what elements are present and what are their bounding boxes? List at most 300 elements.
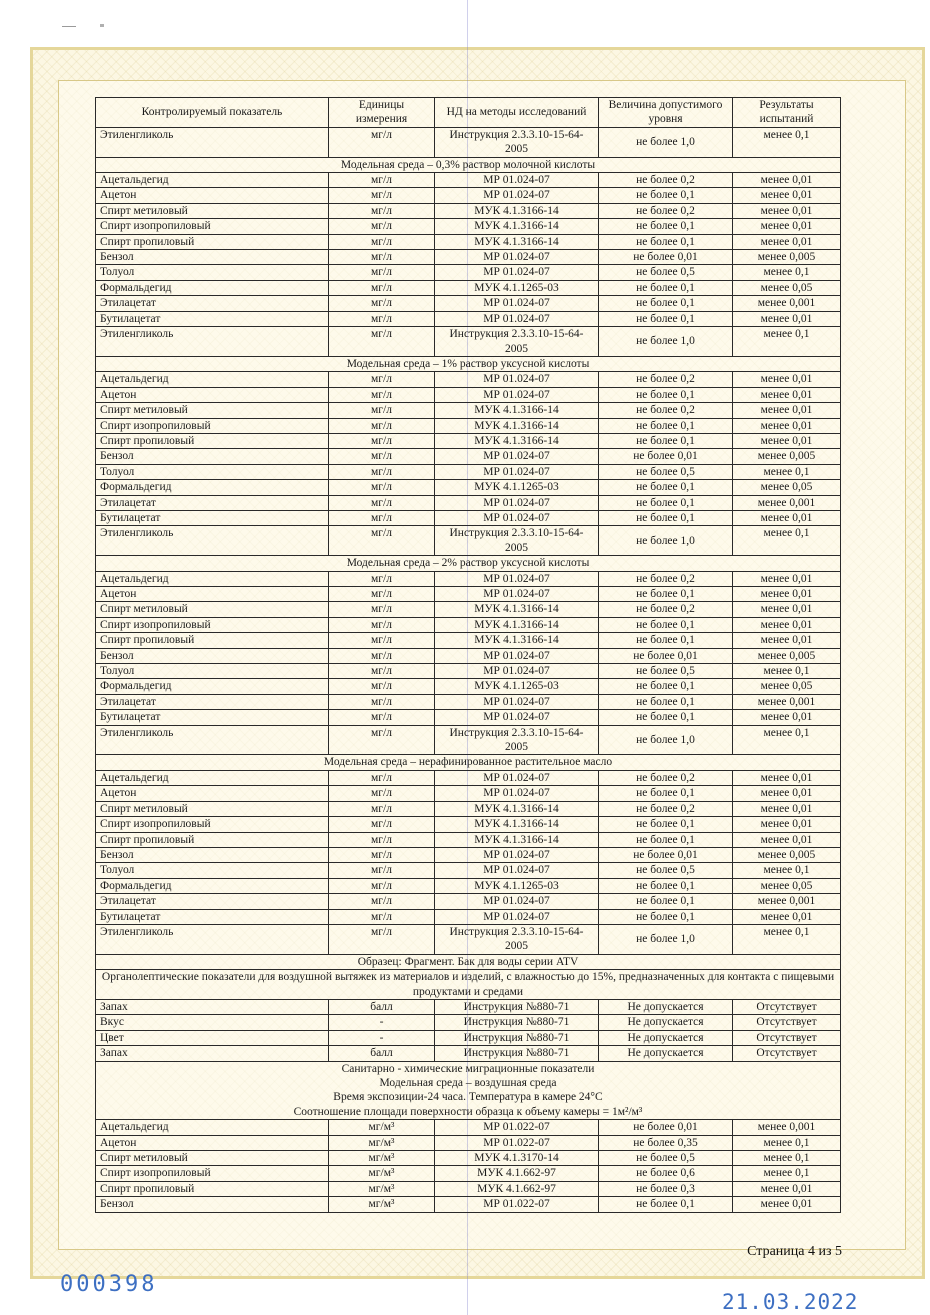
indicator-cell: Ацетальдегид [96, 1120, 329, 1135]
unit-cell: мг/л [329, 510, 435, 525]
unit-cell: мг/л [329, 265, 435, 280]
result-cell: менее 0,005 [733, 250, 841, 265]
result-cell: менее 0,001 [733, 1120, 841, 1135]
table-row [96, 265, 841, 280]
limit-cell: не более 0,01 [599, 250, 733, 265]
limit-cell: не более 0,1 [599, 617, 733, 632]
result-cell: менее 0,005 [733, 449, 841, 464]
header-result: Результаты испытаний [733, 98, 841, 128]
indicator-cell: Толуол [96, 863, 329, 878]
limit-cell: не более 0,1 [599, 878, 733, 893]
method-cell: МУК 4.1.1265-03 [435, 878, 599, 893]
indicator-cell: Спирт изопропиловый [96, 1166, 329, 1181]
method-cell: МР 01.024-07 [435, 648, 599, 663]
section-header [96, 157, 841, 172]
header-indicator: Контролируемый показатель [96, 98, 329, 128]
indicator-cell: Бутилацетат [96, 311, 329, 326]
method-cell: МР 01.024-07 [435, 387, 599, 402]
indicator-cell: Спирт изопропиловый [96, 617, 329, 632]
result-cell: менее 0,01 [733, 510, 841, 525]
registration-number-stamp: 000398 [60, 1272, 158, 1297]
result-cell: менее 0,01 [733, 387, 841, 402]
limit-cell: не более 0,6 [599, 1166, 733, 1181]
indicator-cell: Цвет [96, 1030, 329, 1045]
result-cell: менее 0,001 [733, 694, 841, 709]
limit-cell: не более 0,5 [599, 1151, 733, 1166]
limit-cell: не более 1,0 [599, 127, 733, 157]
indicator-cell: Этилацетат [96, 894, 329, 909]
indicator-cell: Этиленгликоль [96, 127, 329, 157]
result-cell: Отсутствует [733, 1015, 841, 1030]
table-row [96, 847, 841, 862]
limit-cell: не более 0,1 [599, 710, 733, 725]
section-header [96, 356, 841, 371]
result-cell: менее 0,05 [733, 878, 841, 893]
method-cell: МУК 4.1.3166-14 [435, 633, 599, 648]
indicator-cell: Бензол [96, 847, 329, 862]
unit-cell: мг/л [329, 449, 435, 464]
result-cell: менее 0,1 [733, 1151, 841, 1166]
unit-cell: мг/л [329, 433, 435, 448]
unit-cell: мг/л [329, 894, 435, 909]
indicator-cell: Запах [96, 999, 329, 1014]
unit-cell: мг/л [329, 203, 435, 218]
unit-cell: мг/л [329, 770, 435, 785]
limit-cell: не более 0,1 [599, 832, 733, 847]
limit-cell: не более 0,01 [599, 648, 733, 663]
result-cell: менее 0,005 [733, 847, 841, 862]
table-row [96, 894, 841, 909]
method-cell: МР 01.024-07 [435, 265, 599, 280]
table-row [96, 1197, 841, 1212]
table-row [96, 1120, 841, 1135]
table-row [96, 999, 841, 1014]
result-cell: менее 0,01 [733, 372, 841, 387]
method-cell: МУК 4.1.3166-14 [435, 403, 599, 418]
indicator-cell: Запах [96, 1046, 329, 1061]
limit-cell: не более 0,1 [599, 234, 733, 249]
result-cell: менее 0,01 [733, 786, 841, 801]
limit-cell: не более 0,1 [599, 817, 733, 832]
limit-cell: не более 1,0 [599, 327, 733, 357]
result-cell: менее 0,01 [733, 770, 841, 785]
table-row [96, 203, 841, 218]
table-row [96, 418, 841, 433]
result-cell: менее 0,01 [733, 617, 841, 632]
result-cell: менее 0,01 [733, 602, 841, 617]
section-header [96, 556, 841, 571]
limit-cell: не более 0,1 [599, 633, 733, 648]
result-cell: менее 0,1 [733, 327, 841, 357]
table-row [96, 924, 841, 954]
method-cell: МР 01.024-07 [435, 909, 599, 924]
header-method: НД на методы исследований [435, 98, 599, 128]
method-cell: Инструкция №880-71 [435, 1046, 599, 1061]
method-cell: Инструкция 2.3.3.10-15-64-2005 [435, 526, 599, 556]
unit-cell: мг/л [329, 832, 435, 847]
result-cell: менее 0,001 [733, 296, 841, 311]
header-unit: Единицы измерения [329, 98, 435, 128]
air-media-line1: Санитарно - химические миграционные показатели [341, 1062, 595, 1075]
results-table-container [95, 97, 840, 1213]
table-row [96, 173, 841, 188]
indicator-cell: Бензол [96, 250, 329, 265]
unit-cell: мг/л [329, 280, 435, 295]
unit-cell: мг/м³ [329, 1197, 435, 1212]
method-cell: МУК 4.1.3166-14 [435, 832, 599, 847]
limit-cell: не более 0,1 [599, 587, 733, 602]
table-row [96, 280, 841, 295]
section-header [96, 755, 841, 770]
method-cell: МР 01.024-07 [435, 571, 599, 586]
unit-cell: мг/л [329, 786, 435, 801]
table-row [96, 372, 841, 387]
table-row [96, 1046, 841, 1061]
indicator-cell: Спирт пропиловый [96, 1181, 329, 1196]
method-cell: МУК 4.1.1265-03 [435, 679, 599, 694]
indicator-cell: Спирт метиловый [96, 801, 329, 816]
table-row [96, 878, 841, 893]
table-row [96, 664, 841, 679]
limit-cell: не более 0,2 [599, 203, 733, 218]
unit-cell: мг/л [329, 863, 435, 878]
result-cell: менее 0,01 [733, 173, 841, 188]
result-cell: менее 0,01 [733, 801, 841, 816]
table-row [96, 648, 841, 663]
method-cell: МУК 4.1.1265-03 [435, 280, 599, 295]
table-row [96, 633, 841, 648]
method-cell: МР 01.024-07 [435, 894, 599, 909]
unit-cell: мг/л [329, 311, 435, 326]
organoleptic-header [96, 970, 841, 1000]
limit-cell: не более 1,0 [599, 924, 733, 954]
table-row [96, 387, 841, 402]
indicator-cell: Этиленгликоль [96, 526, 329, 556]
method-cell: МР 01.022-07 [435, 1120, 599, 1135]
method-cell: МР 01.024-07 [435, 188, 599, 203]
limit-cell: не более 0,1 [599, 510, 733, 525]
table-row [96, 296, 841, 311]
limit-cell: Не допускается [599, 1030, 733, 1045]
limit-cell: не более 0,1 [599, 480, 733, 495]
result-cell: менее 0,01 [733, 571, 841, 586]
result-cell: менее 0,01 [733, 203, 841, 218]
table-row [96, 1151, 841, 1166]
table-row [96, 464, 841, 479]
limit-cell: не более 0,1 [599, 694, 733, 709]
unit-cell: мг/м³ [329, 1166, 435, 1181]
table-row [96, 602, 841, 617]
indicator-cell: Ацетон [96, 387, 329, 402]
table-row [96, 219, 841, 234]
limit-cell: Не допускается [599, 1015, 733, 1030]
table-row [96, 786, 841, 801]
unit-cell: мг/м³ [329, 1120, 435, 1135]
section-header-cell: Модельная среда – 1% раствор уксусной кислоты [96, 356, 841, 371]
result-cell: менее 0,01 [733, 219, 841, 234]
result-cell: менее 0,1 [733, 725, 841, 755]
table-row [96, 480, 841, 495]
unit-cell: мг/л [329, 847, 435, 862]
indicator-cell: Ацетальдегид [96, 571, 329, 586]
limit-cell: не более 1,0 [599, 526, 733, 556]
table-row [96, 863, 841, 878]
unit-cell: мг/л [329, 617, 435, 632]
indicator-cell: Этиленгликоль [96, 924, 329, 954]
result-cell: менее 0,1 [733, 664, 841, 679]
unit-cell: мг/л [329, 173, 435, 188]
unit-cell: мг/л [329, 679, 435, 694]
table-row [96, 679, 841, 694]
table-row [96, 250, 841, 265]
indicator-cell: Спирт изопропиловый [96, 219, 329, 234]
limit-cell: не более 0,1 [599, 1197, 733, 1212]
table-row [96, 817, 841, 832]
method-cell: МУК 4.1.3166-14 [435, 801, 599, 816]
table-row [96, 234, 841, 249]
sample-title-row-cell: Образец: Фрагмент. Бак для воды серии ATV [96, 954, 841, 969]
table-row [96, 127, 841, 157]
result-cell: менее 0,1 [733, 863, 841, 878]
result-cell: менее 0,1 [733, 526, 841, 556]
method-cell: МР 01.022-07 [435, 1135, 599, 1150]
unit-cell: мг/л [329, 571, 435, 586]
table-row [96, 188, 841, 203]
result-cell: менее 0,005 [733, 648, 841, 663]
table-row [96, 311, 841, 326]
result-cell: менее 0,001 [733, 495, 841, 510]
indicator-cell: Бензол [96, 1197, 329, 1212]
result-cell: менее 0,01 [733, 188, 841, 203]
unit-cell: - [329, 1030, 435, 1045]
result-cell: менее 0,01 [733, 710, 841, 725]
limit-cell: не более 0,5 [599, 265, 733, 280]
method-cell: Инструкция 2.3.3.10-15-64-2005 [435, 924, 599, 954]
indicator-cell: Ацетон [96, 587, 329, 602]
method-cell: МР 01.024-07 [435, 694, 599, 709]
indicator-cell: Спирт пропиловый [96, 633, 329, 648]
indicator-cell: Ацетальдегид [96, 372, 329, 387]
unit-cell: мг/м³ [329, 1135, 435, 1150]
unit-cell: мг/л [329, 801, 435, 816]
unit-cell: мг/л [329, 602, 435, 617]
limit-cell: не более 0,1 [599, 786, 733, 801]
method-cell: МУК 4.1.3166-14 [435, 617, 599, 632]
unit-cell: мг/л [329, 188, 435, 203]
unit-cell: мг/л [329, 127, 435, 157]
method-cell: Инструкция №880-71 [435, 999, 599, 1014]
table-row [96, 770, 841, 785]
indicator-cell: Толуол [96, 464, 329, 479]
indicator-cell: Бутилацетат [96, 510, 329, 525]
table-row [96, 587, 841, 602]
method-cell: МР 01.024-07 [435, 510, 599, 525]
unit-cell: мг/л [329, 219, 435, 234]
unit-cell: мг/л [329, 234, 435, 249]
result-cell: менее 0,05 [733, 480, 841, 495]
limit-cell: не более 0,1 [599, 311, 733, 326]
indicator-cell: Этиленгликоль [96, 327, 329, 357]
unit-cell: мг/л [329, 710, 435, 725]
indicator-cell: Формальдегид [96, 878, 329, 893]
limit-cell: не более 0,5 [599, 464, 733, 479]
result-cell: Отсутствует [733, 1046, 841, 1061]
indicator-cell: Ацетон [96, 786, 329, 801]
result-cell: менее 0,01 [733, 1181, 841, 1196]
unit-cell: мг/м³ [329, 1181, 435, 1196]
method-cell: МР 01.024-07 [435, 710, 599, 725]
unit-cell: мг/л [329, 694, 435, 709]
method-cell: МУК 4.1.3166-14 [435, 203, 599, 218]
limit-cell: не более 0,2 [599, 602, 733, 617]
method-cell: Инструкция №880-71 [435, 1030, 599, 1045]
unit-cell: мг/л [329, 403, 435, 418]
unit-cell: мг/м³ [329, 1151, 435, 1166]
method-cell: МР 01.024-07 [435, 311, 599, 326]
method-cell: МУК 4.1.3166-14 [435, 234, 599, 249]
unit-cell: мг/л [329, 587, 435, 602]
indicator-cell: Этилацетат [96, 694, 329, 709]
indicator-cell: Спирт пропиловый [96, 433, 329, 448]
table-row [96, 433, 841, 448]
scan-artifact [62, 26, 76, 27]
result-cell: менее 0,01 [733, 234, 841, 249]
limit-cell: не более 0,01 [599, 449, 733, 464]
table-row [96, 495, 841, 510]
limit-cell: не более 0,2 [599, 571, 733, 586]
table-row [96, 909, 841, 924]
air-media-line3: Время экспозиции-24 часа. Температура в камере 24°С [333, 1091, 603, 1104]
method-cell: МУК 4.1.3166-14 [435, 418, 599, 433]
unit-cell: мг/л [329, 296, 435, 311]
table-row [96, 801, 841, 816]
indicator-cell: Ацетальдегид [96, 173, 329, 188]
scan-artifact [100, 24, 104, 27]
method-cell: Инструкция 2.3.3.10-15-64-2005 [435, 127, 599, 157]
limit-cell: не более 0,1 [599, 909, 733, 924]
table-row [96, 449, 841, 464]
results-table-body [96, 98, 841, 1213]
table-row [96, 1015, 841, 1030]
indicator-cell: Спирт метиловый [96, 602, 329, 617]
unit-cell: мг/л [329, 725, 435, 755]
limit-cell: не более 0,3 [599, 1181, 733, 1196]
indicator-cell: Спирт метиловый [96, 1151, 329, 1166]
method-cell: МР 01.024-07 [435, 587, 599, 602]
unit-cell: мг/л [329, 909, 435, 924]
air-media-line2: Модельная среда – воздушная среда [379, 1077, 557, 1089]
result-cell: менее 0,05 [733, 280, 841, 295]
limit-cell: не более 0,1 [599, 188, 733, 203]
limit-cell: не более 0,2 [599, 403, 733, 418]
table-row [96, 571, 841, 586]
indicator-cell: Спирт изопропиловый [96, 418, 329, 433]
method-cell: Инструкция №880-71 [435, 1015, 599, 1030]
table-row [96, 403, 841, 418]
result-cell: менее 0,01 [733, 832, 841, 847]
limit-cell: не более 0,1 [599, 418, 733, 433]
indicator-cell: Ацетон [96, 188, 329, 203]
limit-cell: не более 0,2 [599, 801, 733, 816]
limit-cell: Не допускается [599, 1046, 733, 1061]
result-cell: менее 0,01 [733, 433, 841, 448]
indicator-cell: Формальдегид [96, 679, 329, 694]
indicator-cell: Толуол [96, 664, 329, 679]
table-row [96, 1135, 841, 1150]
indicator-cell: Вкус [96, 1015, 329, 1030]
method-cell: МР 01.024-07 [435, 770, 599, 785]
limit-cell: не более 0,01 [599, 1120, 733, 1135]
result-cell: менее 0,05 [733, 679, 841, 694]
indicator-cell: Спирт метиловый [96, 203, 329, 218]
table-row [96, 832, 841, 847]
indicator-cell: Спирт метиловый [96, 403, 329, 418]
limit-cell: не более 0,2 [599, 770, 733, 785]
method-cell: Инструкция 2.3.3.10-15-64-2005 [435, 327, 599, 357]
unit-cell: мг/л [329, 327, 435, 357]
indicator-cell: Этилацетат [96, 495, 329, 510]
section-header-cell: Модельная среда – 2% раствор уксусной кислоты [96, 556, 841, 571]
table-row [96, 1166, 841, 1181]
limit-cell: не более 0,1 [599, 219, 733, 234]
method-cell: МР 01.024-07 [435, 847, 599, 862]
table-row [96, 694, 841, 709]
section-header-cell: Модельная среда – 0,3% раствор молочной кислоты [96, 157, 841, 172]
unit-cell: мг/л [329, 372, 435, 387]
page-number: Страница 4 из 5 [747, 1244, 842, 1259]
limit-cell: не более 0,1 [599, 387, 733, 402]
limit-cell: не более 0,01 [599, 847, 733, 862]
limit-cell: не более 0,2 [599, 173, 733, 188]
method-cell: МР 01.024-07 [435, 495, 599, 510]
indicator-cell: Бензол [96, 648, 329, 663]
result-cell: менее 0,01 [733, 311, 841, 326]
unit-cell: мг/л [329, 387, 435, 402]
result-cell: менее 0,001 [733, 894, 841, 909]
indicator-cell: Формальдегид [96, 480, 329, 495]
indicator-cell: Формальдегид [96, 280, 329, 295]
limit-cell: не более 0,2 [599, 372, 733, 387]
results-table [95, 97, 841, 1213]
method-cell: Инструкция 2.3.3.10-15-64-2005 [435, 725, 599, 755]
result-cell: менее 0,01 [733, 418, 841, 433]
method-cell: МУК 4.1.662-97 [435, 1166, 599, 1181]
table-row [96, 510, 841, 525]
table-header-row [96, 98, 841, 128]
result-cell: менее 0,01 [733, 403, 841, 418]
limit-cell: не более 0,1 [599, 433, 733, 448]
method-cell: МР 01.024-07 [435, 372, 599, 387]
air-media-header-cell [96, 1061, 841, 1120]
limit-cell: не более 0,35 [599, 1135, 733, 1150]
section-header-cell: Модельная среда – нерафинированное растительное масло [96, 755, 841, 770]
result-cell: менее 0,1 [733, 1135, 841, 1150]
method-cell: МУК 4.1.3166-14 [435, 433, 599, 448]
indicator-cell: Ацетальдегид [96, 770, 329, 785]
header-limit: Величина допустимого уровня [599, 98, 733, 128]
table-row [96, 1030, 841, 1045]
method-cell: МР 01.024-07 [435, 863, 599, 878]
unit-cell: мг/л [329, 495, 435, 510]
method-cell: МР 01.022-07 [435, 1197, 599, 1212]
limit-cell: не более 0,5 [599, 863, 733, 878]
result-cell: менее 0,1 [733, 924, 841, 954]
unit-cell: балл [329, 1046, 435, 1061]
indicator-cell: Бутилацетат [96, 909, 329, 924]
method-cell: МУК 4.1.3166-14 [435, 602, 599, 617]
result-cell: менее 0,01 [733, 587, 841, 602]
result-cell: менее 0,1 [733, 265, 841, 280]
